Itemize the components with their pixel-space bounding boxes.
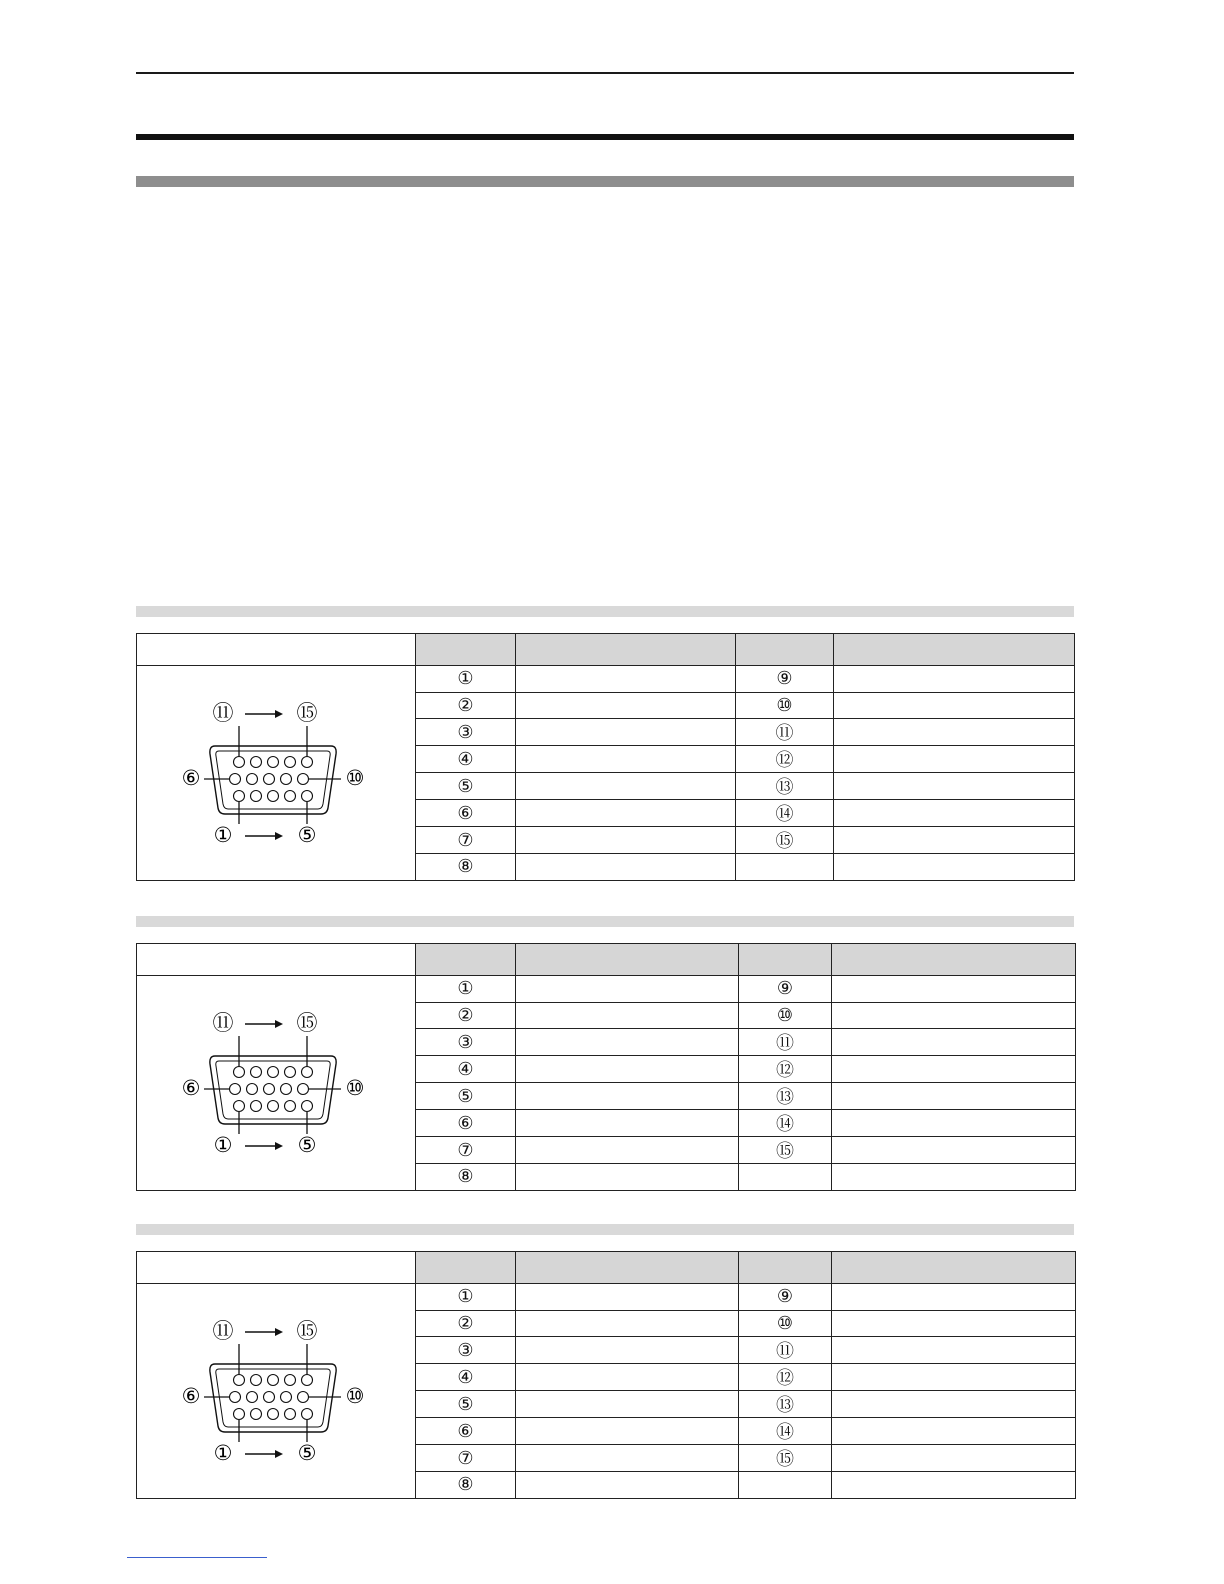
header-cell-signal [516, 634, 736, 666]
signal-cell [832, 1391, 1076, 1418]
pin-number: ⑫ [739, 1364, 832, 1391]
pin-label-11: ⑪ [212, 701, 234, 725]
pin-number: ④ [416, 1056, 516, 1083]
pin-number: ② [416, 1002, 516, 1029]
signal-cell [516, 827, 736, 854]
pin-label-6: ⑥ [181, 1384, 201, 1408]
signal-cell [516, 1002, 739, 1029]
pin-label-5: ⑤ [297, 823, 317, 847]
pin-label-5: ⑤ [297, 1133, 317, 1157]
pin-number: ⑧ [416, 1164, 516, 1191]
pin-label-10: ⑩ [345, 1076, 365, 1100]
signal-cell [516, 800, 736, 827]
header-cell-pin [416, 944, 516, 976]
pin-label-15: ⑮ [296, 1319, 318, 1343]
connector-diagram-cell [137, 666, 416, 881]
signal-cell [834, 827, 1075, 854]
pin-number: ① [416, 1284, 516, 1311]
signal-cell [516, 773, 736, 800]
pin-label-15: ⑮ [296, 1011, 318, 1035]
signal-cell [516, 1310, 739, 1337]
header-cell-signal [832, 944, 1076, 976]
section-band-2 [136, 916, 1074, 927]
header-rule [136, 72, 1074, 74]
section-band-1 [136, 606, 1074, 617]
pin-number: ⑪ [739, 1337, 832, 1364]
pin-label-15: ⑮ [296, 701, 318, 725]
signal-cell [834, 746, 1075, 773]
signal-cell [832, 1284, 1076, 1311]
pin-number: ⑦ [416, 1445, 516, 1472]
section-rule [136, 176, 1074, 187]
pin-label-1: ① [213, 1133, 233, 1157]
signal-cell [832, 1337, 1076, 1364]
pin-number: ⑩ [739, 1310, 832, 1337]
pin-number: ⑬ [739, 1391, 832, 1418]
pin-number: ④ [416, 1364, 516, 1391]
table-row [137, 1284, 1076, 1311]
pin-number: ⑮ [739, 1137, 832, 1164]
signal-cell [832, 976, 1076, 1003]
header-cell-signal [516, 1252, 739, 1284]
pin-table-3 [136, 1251, 1076, 1499]
signal-cell [516, 666, 736, 693]
pin-number [739, 1472, 832, 1499]
pin-number: ② [416, 692, 516, 719]
pin-number: ⑧ [416, 854, 516, 881]
header-cell-pin [739, 944, 832, 976]
signal-cell [516, 1083, 739, 1110]
title-rule [136, 134, 1074, 140]
pin-number: ① [416, 976, 516, 1003]
signal-cell [516, 1284, 739, 1311]
pin-number: ⑦ [416, 1137, 516, 1164]
pin-label-1: ① [213, 1441, 233, 1465]
header-cell-diagram [137, 1252, 416, 1284]
pin-number: ④ [416, 746, 516, 773]
pin-number: ⑭ [739, 1418, 832, 1445]
pin-number: ⑪ [736, 719, 834, 746]
pin-number [739, 1164, 832, 1191]
footer-link-underline[interactable] [127, 1557, 267, 1558]
signal-cell [516, 1110, 739, 1137]
header-cell-signal [832, 1252, 1076, 1284]
pin-label-10: ⑩ [345, 1384, 365, 1408]
pin-number: ⑫ [739, 1056, 832, 1083]
table-row [137, 976, 1076, 1003]
pin-number: ⑨ [736, 666, 834, 693]
pin-number: ⑬ [736, 773, 834, 800]
signal-cell [832, 1164, 1076, 1191]
pin-number: ⑮ [736, 827, 834, 854]
pin-number: ⑩ [736, 692, 834, 719]
signal-cell [834, 719, 1075, 746]
pin-number: ⑮ [739, 1445, 832, 1472]
pin-number: ⑧ [416, 1472, 516, 1499]
pin-number: ⑨ [739, 976, 832, 1003]
signal-cell [516, 1391, 739, 1418]
d-sub-15-pin-connector-icon [171, 1316, 381, 1466]
pin-number: ⑥ [416, 1110, 516, 1137]
signal-cell [832, 1418, 1076, 1445]
pin-label-11: ⑪ [212, 1319, 234, 1343]
signal-cell [516, 1056, 739, 1083]
header-cell-pin [416, 1252, 516, 1284]
pin-label-5: ⑤ [297, 1441, 317, 1465]
table-row [137, 666, 1075, 693]
pin-number: ③ [416, 719, 516, 746]
header-cell-diagram [137, 944, 416, 976]
connector-diagram-cell [137, 1284, 416, 1499]
signal-cell [832, 1310, 1076, 1337]
pin-number: ⑤ [416, 1391, 516, 1418]
pin-label-10: ⑩ [345, 766, 365, 790]
signal-cell [516, 746, 736, 773]
pin-number: ③ [416, 1029, 516, 1056]
pin-number: ⑭ [736, 800, 834, 827]
pin-number: ⑩ [739, 1002, 832, 1029]
signal-cell [516, 1445, 739, 1472]
pin-number: ⑥ [416, 800, 516, 827]
pin-number: ③ [416, 1337, 516, 1364]
signal-cell [516, 1418, 739, 1445]
pin-label-6: ⑥ [181, 766, 201, 790]
pin-number: ⑤ [416, 773, 516, 800]
table-header-row [137, 944, 1076, 976]
header-cell-pin [739, 1252, 832, 1284]
header-cell-diagram [137, 634, 416, 666]
signal-cell [516, 1164, 739, 1191]
section-band-3 [136, 1224, 1074, 1235]
signal-cell [516, 1472, 739, 1499]
signal-cell [834, 692, 1075, 719]
signal-cell [834, 773, 1075, 800]
pin-number: ② [416, 1310, 516, 1337]
header-cell-signal [834, 634, 1075, 666]
d-sub-15-pin-connector-icon [171, 698, 381, 848]
pin-label-6: ⑥ [181, 1076, 201, 1100]
table-header-row [137, 1252, 1076, 1284]
signal-cell [832, 1056, 1076, 1083]
signal-cell [832, 1083, 1076, 1110]
signal-cell [832, 1364, 1076, 1391]
header-cell-pin [736, 634, 834, 666]
signal-cell [834, 800, 1075, 827]
connector-diagram-cell [137, 976, 416, 1191]
signal-cell [516, 1364, 739, 1391]
signal-cell [832, 1029, 1076, 1056]
signal-cell [516, 1337, 739, 1364]
signal-cell [832, 1002, 1076, 1029]
signal-cell [832, 1137, 1076, 1164]
pin-number [736, 854, 834, 881]
signal-cell [516, 719, 736, 746]
signal-cell [516, 1029, 739, 1056]
pin-number: ⑪ [739, 1029, 832, 1056]
signal-cell [516, 976, 739, 1003]
header-cell-signal [516, 944, 739, 976]
signal-cell [516, 854, 736, 881]
signal-cell [832, 1110, 1076, 1137]
pin-table-1 [136, 633, 1075, 881]
pin-table-2 [136, 943, 1076, 1191]
pin-label-1: ① [213, 823, 233, 847]
d-sub-15-pin-connector-icon [171, 1008, 381, 1158]
pin-number: ⑦ [416, 827, 516, 854]
signal-cell [832, 1445, 1076, 1472]
signal-cell [516, 692, 736, 719]
signal-cell [834, 854, 1075, 881]
pin-number: ⑫ [736, 746, 834, 773]
signal-cell [834, 666, 1075, 693]
signal-cell [832, 1472, 1076, 1499]
signal-cell [516, 1137, 739, 1164]
pin-number: ⑨ [739, 1284, 832, 1311]
pin-number: ① [416, 666, 516, 693]
pin-number: ⑤ [416, 1083, 516, 1110]
pin-number: ⑥ [416, 1418, 516, 1445]
pin-number: ⑬ [739, 1083, 832, 1110]
pin-label-11: ⑪ [212, 1011, 234, 1035]
header-cell-pin [416, 634, 516, 666]
table-header-row [137, 634, 1075, 666]
pin-number: ⑭ [739, 1110, 832, 1137]
